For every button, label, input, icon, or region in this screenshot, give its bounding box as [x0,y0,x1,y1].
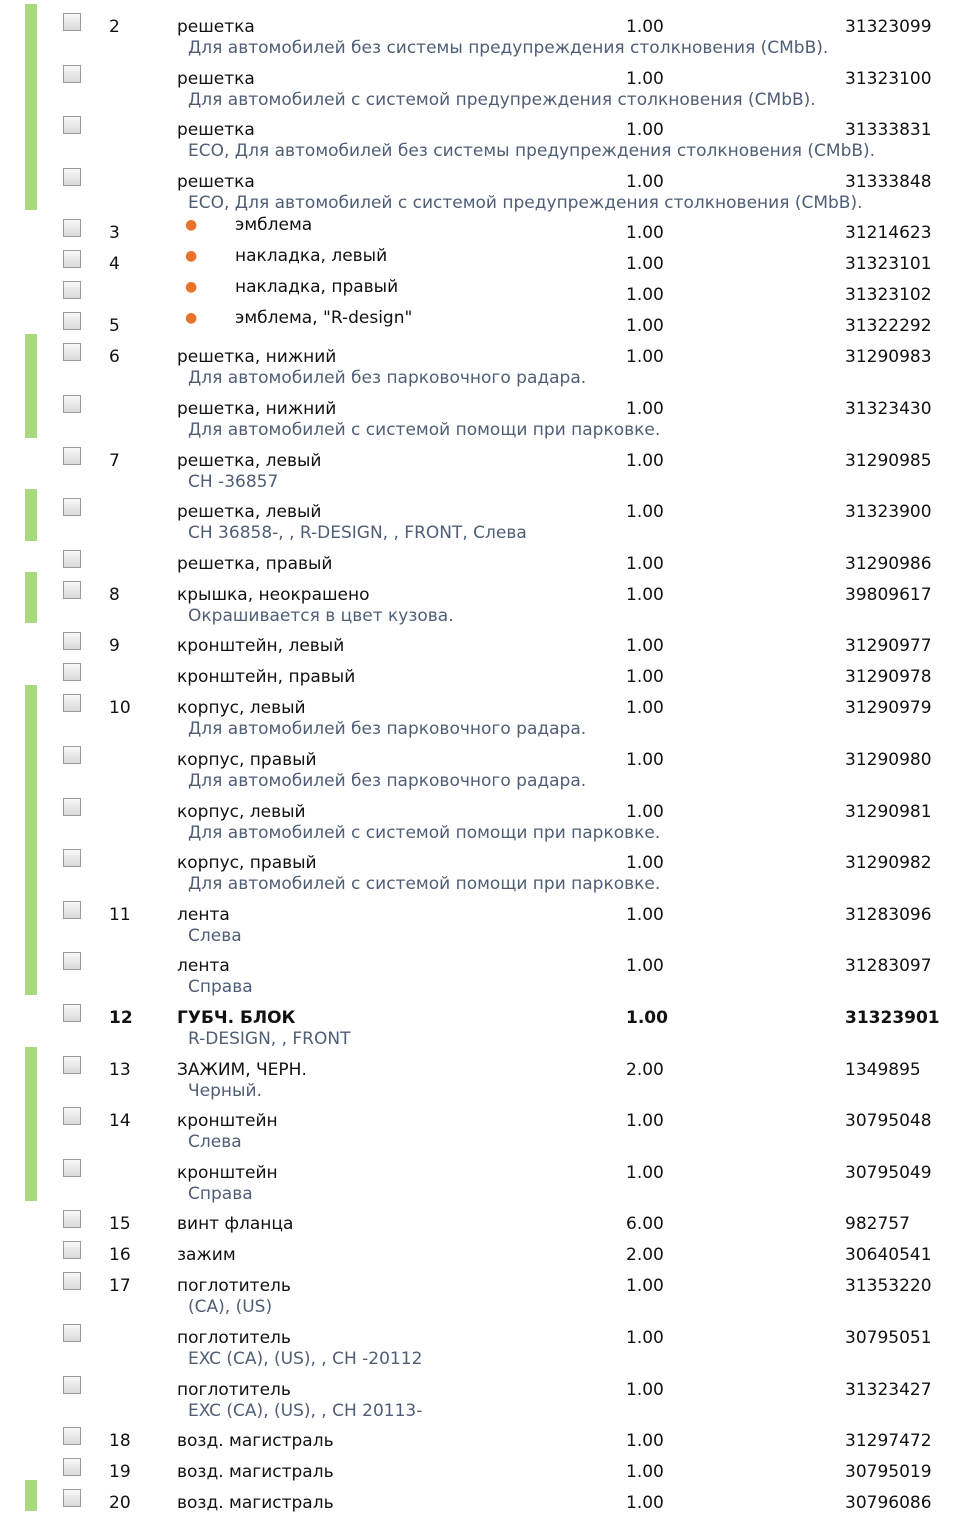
part-note: CH 36858-, , R-DESIGN, , FRONT, Слева [188,523,527,544]
row-checkbox[interactable] [63,1272,81,1290]
group-indicator-bar [25,572,37,624]
part-number[interactable]: 31290982 [845,853,932,874]
table-row [0,1371,960,1423]
part-note: R-DESIGN, , FRONT [188,1029,351,1049]
row-checkbox[interactable] [63,343,81,361]
table-row [0,493,960,545]
part-number[interactable]: 30795019 [845,1462,932,1483]
quantity: 1.00 [626,667,664,688]
part-number[interactable]: 30795051 [845,1328,932,1348]
quantity: 1.00 [626,853,664,874]
part-number[interactable]: 39809617 [845,584,932,605]
part-note: Для автомобилей без системы предупреждения столкновения (CMbB). [188,38,829,58]
table-row [0,1205,960,1236]
position-number: 8 [109,584,120,605]
table-row [0,658,960,689]
table-row [0,163,960,215]
quantity: 1.00 [626,285,664,306]
table-row [0,627,960,658]
row-checkbox[interactable] [63,1107,81,1125]
part-number[interactable]: 31283097 [845,956,932,977]
bullet-icon: ● [185,217,198,234]
row-checkbox[interactable] [63,1056,81,1074]
part-name: решетка [177,17,255,37]
position-number: 12 [109,1008,133,1028]
table-row [0,60,960,112]
part-name: поглотитель [177,1276,291,1297]
part-name: накладка, левый [235,246,388,267]
part-number[interactable]: 31283096 [845,904,932,925]
part-name: кронштейн, левый [177,636,345,657]
quantity: 1.00 [626,1276,664,1297]
part-name: корпус, правый [177,750,317,770]
part-number[interactable]: 31290978 [845,667,932,688]
bullet-icon: ● [185,310,198,327]
table-row [0,793,960,845]
group-indicator-bar [25,1480,37,1511]
position-number: 3 [109,223,120,244]
part-name: решетка [177,120,255,141]
part-name: возд. магистраль [177,1493,334,1514]
part-number[interactable]: 31290986 [845,553,932,574]
quantity: 1.00 [626,956,664,977]
row-checkbox[interactable] [63,952,81,970]
part-note: Для автомобилей с системой предупреждения столкновения (CMbB). [188,89,816,110]
row-checkbox[interactable] [63,168,81,186]
row-checkbox[interactable] [63,219,81,237]
part-name: эмблема, "R-design" [235,308,413,329]
part-name: кронштейн [177,1162,278,1183]
row-checkbox[interactable] [63,581,81,599]
row-checkbox[interactable] [63,1376,81,1394]
quantity: 1.00 [626,17,664,37]
part-name: ЗАЖИМ, ЧЕРН. [177,1059,307,1080]
row-checkbox[interactable] [63,632,81,650]
part-number[interactable]: 30796086 [845,1493,932,1514]
position-number: 17 [109,1276,131,1297]
table-row [0,741,960,793]
row-checkbox[interactable] [63,312,81,330]
quantity: 1.00 [626,1462,664,1483]
table-row [0,1453,960,1484]
table-row [0,844,960,896]
table-row [0,1051,960,1103]
part-note: Справа [188,1183,253,1204]
quantity: 2.00 [626,1245,664,1266]
table-row [0,8,960,60]
part-note: Окрашивается в цвет кузова. [188,605,454,626]
position-number: 13 [109,1059,131,1080]
table-row [0,214,960,245]
part-note: Для автомобилей без парковочного радара. [188,368,587,389]
table-row [0,576,960,628]
part-number[interactable]: 1349895 [845,1059,921,1080]
part-name: решетка, нижний [177,347,337,368]
row-checkbox[interactable] [63,1324,81,1342]
part-number[interactable]: 31322292 [845,316,932,337]
part-number[interactable]: 31323900 [845,502,932,523]
part-note: Слева [188,925,242,946]
part-note: Для автомобилей без парковочного радара. [188,771,587,791]
position-number: 10 [109,698,131,719]
bullet-icon: ● [185,248,198,265]
quantity: 1.00 [626,1162,664,1183]
part-number[interactable]: 31290977 [845,636,932,657]
quantity: 1.00 [626,1379,664,1400]
quantity: 1.00 [626,553,664,574]
quantity: 1.00 [626,120,664,141]
row-checkbox[interactable] [63,116,81,134]
quantity: 6.00 [626,1214,664,1235]
part-name: эмблема [235,215,313,236]
position-number: 15 [109,1214,131,1235]
row-checkbox[interactable] [63,395,81,413]
table-row [0,1102,960,1154]
part-number[interactable]: 31323099 [845,17,932,37]
table-row [0,245,960,276]
table-row [0,338,960,390]
quantity: 1.00 [626,316,664,337]
quantity: 1.00 [626,171,664,192]
part-name: поглотитель [177,1379,291,1400]
quantity: 1.00 [626,584,664,605]
part-number[interactable]: 31353220 [845,1276,932,1297]
quantity: 1.00 [626,347,664,368]
row-checkbox[interactable] [63,250,81,268]
part-name: решетка, левый [177,450,322,471]
part-number[interactable]: 982757 [845,1214,910,1235]
quantity: 1.00 [626,698,664,719]
part-note: Слева [188,1132,242,1153]
row-checkbox[interactable] [63,1004,81,1022]
row-checkbox[interactable] [63,498,81,516]
quantity: 1.00 [626,502,664,523]
part-number[interactable]: 31290985 [845,450,932,471]
row-checkbox[interactable] [63,13,81,31]
position-number: 11 [109,904,131,925]
table-row [0,689,960,741]
part-note: (CA), (US) [188,1297,273,1318]
row-checkbox[interactable] [63,1210,81,1228]
part-note: Для автомобилей с системой помощи при парковке. [188,874,661,895]
part-number[interactable]: 31290981 [845,801,932,822]
table-row [0,111,960,163]
part-name: корпус, левый [177,698,306,719]
row-checkbox[interactable] [63,65,81,83]
position-number: 4 [109,254,120,275]
part-name: корпус, правый [177,853,317,874]
position-number: 18 [109,1431,131,1452]
quantity: 1.00 [626,399,664,419]
position-number: 6 [109,347,120,368]
part-number[interactable]: 31323101 [845,254,932,275]
table-row [0,999,960,1051]
row-checkbox[interactable] [63,1427,81,1445]
quantity: 1.00 [626,801,664,822]
table-row [0,1154,960,1206]
table-row [0,1422,960,1453]
part-number[interactable]: 31323102 [845,285,932,306]
part-number[interactable]: 31333848 [845,171,932,192]
part-name: решетка, правый [177,553,333,574]
part-note: EXC (CA), (US), , CH 20113- [188,1400,423,1421]
quantity: 1.00 [626,1111,664,1132]
part-note: Черный. [188,1080,262,1101]
position-number: 16 [109,1245,131,1266]
group-indicator-bar [25,1047,37,1202]
part-number[interactable]: 31323901 [845,1008,940,1028]
part-name: зажим [177,1245,236,1266]
table-row [0,896,960,948]
part-name: возд. магистраль [177,1462,334,1483]
part-note: ECO, Для автомобилей без системы предупреждения столкновения (CMbB). [188,141,876,162]
part-number[interactable]: 30640541 [845,1245,932,1266]
row-checkbox[interactable] [63,849,81,867]
part-number[interactable]: 31323430 [845,399,932,419]
part-name: крышка, неокрашено [177,584,370,605]
part-number[interactable]: 31333831 [845,120,932,141]
part-name: накладка, правый [235,277,399,298]
table-row [0,947,960,999]
group-indicator-bar [25,334,37,437]
part-name: кронштейн [177,1111,278,1132]
row-checkbox[interactable] [63,901,81,919]
part-note: Для автомобилей с системой помощи при парковке. [188,420,661,440]
row-checkbox[interactable] [63,694,81,712]
part-number[interactable]: 31290983 [845,347,932,368]
table-row [0,1484,960,1515]
quantity: 1.00 [626,254,664,275]
quantity: 1.00 [626,223,664,244]
part-number[interactable]: 31323427 [845,1379,932,1400]
group-indicator-bar [25,489,37,541]
row-checkbox[interactable] [63,1159,81,1177]
part-name: винт фланца [177,1214,294,1235]
row-checkbox[interactable] [63,447,81,465]
part-name: решетка [177,171,255,192]
group-indicator-bar [25,685,37,995]
table-row [0,390,960,442]
quantity: 1.00 [626,1328,664,1348]
table-row [0,545,960,576]
row-checkbox[interactable] [63,746,81,764]
table-row [0,1236,960,1267]
row-checkbox[interactable] [63,550,81,568]
position-number: 2 [109,17,120,37]
bullet-icon: ● [185,279,198,296]
part-name: лента [177,904,230,925]
part-name: кронштейн, правый [177,667,356,688]
part-number[interactable]: 31290979 [845,698,932,719]
part-note: ECO, Для автомобилей с системой предупреждения столкновения (CMbB). [188,192,863,213]
part-name: решетка, нижний [177,399,337,419]
quantity: 1.00 [626,68,664,89]
row-checkbox[interactable] [63,663,81,681]
row-checkbox[interactable] [63,1241,81,1259]
part-note: CH -36857 [188,471,279,492]
quantity: 2.00 [626,1059,664,1080]
position-number: 20 [109,1493,131,1514]
table-row [0,276,960,307]
part-note: Для автомобилей без парковочного радара. [188,719,587,740]
part-name: решетка [177,68,255,89]
row-checkbox[interactable] [63,798,81,816]
table-row [0,307,960,338]
row-checkbox[interactable] [63,1489,81,1507]
part-name: лента [177,956,230,977]
part-note: Для автомобилей с системой помощи при парковке. [188,822,661,843]
part-number[interactable]: 31290980 [845,750,932,770]
part-name: ГУБЧ. БЛОК [177,1008,296,1028]
table-row [0,1319,960,1371]
part-name: возд. магистраль [177,1431,334,1452]
quantity: 1.00 [626,636,664,657]
quantity: 1.00 [626,450,664,471]
position-number: 14 [109,1111,131,1132]
quantity: 1.00 [626,1431,664,1452]
part-number[interactable]: 31323100 [845,68,932,89]
part-number[interactable]: 30795049 [845,1162,932,1183]
part-number[interactable]: 31214623 [845,223,932,244]
position-number: 7 [109,450,120,471]
position-number: 19 [109,1462,131,1483]
quantity: 1.00 [626,1008,668,1028]
part-number[interactable]: 31297472 [845,1431,932,1452]
part-name: решетка, левый [177,502,322,523]
position-number: 9 [109,636,120,657]
part-note: Справа [188,977,253,998]
row-checkbox[interactable] [63,281,81,299]
part-name: поглотитель [177,1328,291,1348]
part-name: корпус, левый [177,801,306,822]
group-indicator-bar [25,4,37,210]
part-number[interactable]: 30795048 [845,1111,932,1132]
quantity: 1.00 [626,750,664,770]
row-checkbox[interactable] [63,1458,81,1476]
quantity: 1.00 [626,904,664,925]
table-row [0,1267,960,1319]
position-number: 5 [109,316,120,337]
quantity: 1.00 [626,1493,664,1514]
part-note: EXC (CA), (US), , CH -20112 [188,1349,423,1369]
table-row [0,442,960,494]
